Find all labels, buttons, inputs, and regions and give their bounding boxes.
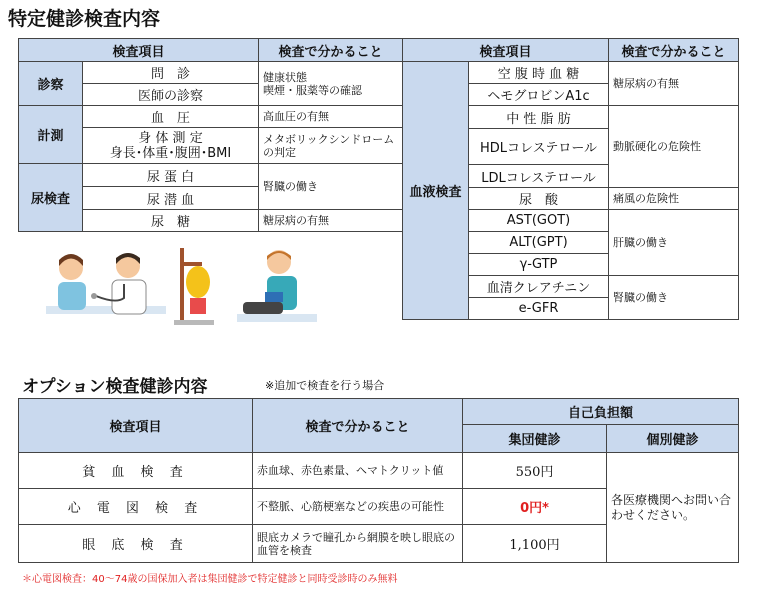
footnote: ＊心電図検査：40～74歳の国保加入者は集団健診で特定健診と同時受診時のみ無料 — [22, 574, 398, 585]
blood-item: ヘモグロビンA1c — [469, 84, 609, 106]
option-note: ※追加で検査を行う場合 — [265, 379, 385, 392]
option-title: オプション検査健診内容 — [22, 377, 208, 397]
blood-item: 血清クレアチニン — [469, 276, 609, 298]
option-header-group: 集団健診 — [463, 425, 607, 453]
item-urine-sugar: 尿 糖 — [83, 210, 259, 232]
option-effect-anemia: 赤血球、赤色素量、ヘマトクリット値 — [253, 453, 463, 489]
item-body-measure: 身 体 測 定 身長･体重･腹囲･BMI — [83, 128, 259, 164]
header-effect: 検査で分かること — [259, 39, 403, 62]
option-item-anemia: 貧 血 検 査 — [19, 453, 253, 489]
effect-blood-kidney: 腎臓の働き — [609, 276, 739, 320]
item-blood-pressure: 血 圧 — [83, 106, 259, 128]
item-doctor-exam: 医師の診察 — [83, 84, 259, 106]
option-header-effect: 検査で分かること — [253, 399, 463, 453]
category-blood: 血液検査 — [403, 62, 469, 320]
doctor-patient-illustration — [46, 246, 166, 326]
height-scale-illustration — [170, 246, 220, 326]
item-urine-blood: 尿 潜 血 — [83, 187, 259, 210]
category-keisoku: 計測 — [19, 106, 83, 164]
effect-gout: 痛風の危険性 — [609, 188, 739, 210]
option-effect-ecg: 不整脈、心筋梗塞などの疾患の可能性 — [253, 489, 463, 525]
blood-header-effect: 検査で分かること — [609, 39, 739, 62]
header-item: 検査項目 — [19, 39, 259, 62]
option-item-ecg: 心 電 図 検 査 — [19, 489, 253, 525]
blood-header-item: 検査項目 — [403, 39, 609, 62]
option-item-fundus: 眼 底 検 査 — [19, 525, 253, 563]
option-price-fundus: 1,100円 — [463, 525, 607, 563]
option-individual-note: 各医療機関へお問い合わせください。 — [607, 453, 739, 563]
effect-urine-diabetes: 糖尿病の有無 — [259, 210, 403, 232]
effect-health: 健康状態 喫煙・服薬等の確認 — [259, 62, 403, 106]
blood-item: 尿 酸 — [469, 188, 609, 210]
effect-arterio: 動脈硬化の危険性 — [609, 106, 739, 188]
blood-item: LDLコレステロール — [469, 165, 609, 188]
effect-hypertension: 高血圧の有無 — [259, 106, 403, 128]
option-price-ecg: 0円* — [463, 489, 607, 525]
effect-kidney: 腎臓の働き — [259, 164, 403, 210]
effect-liver: 肝臓の働き — [609, 210, 739, 276]
blood-item: e-GFR — [469, 298, 609, 320]
option-effect-fundus: 眼底カメラで瞳孔から網膜を映し眼底の血管を検査 — [253, 525, 463, 563]
option-header-individual: 個別健診 — [607, 425, 739, 453]
blood-item: 空 腹 時 血 糖 — [469, 62, 609, 84]
blood-pressure-illustration — [237, 246, 317, 326]
blood-item: AST(GOT) — [469, 210, 609, 232]
option-header-item: 検査項目 — [19, 399, 253, 453]
main-exam-table-blood — [402, 38, 739, 320]
page-title: 特定健診検査内容 — [8, 8, 161, 30]
option-exam-table — [18, 398, 739, 563]
effect-metabolic: メタボリックシンドロームの判定 — [259, 128, 403, 164]
effect-blood-diabetes: 糖尿病の有無 — [609, 62, 739, 106]
option-price-anemia: 550円 — [463, 453, 607, 489]
option-header-cost: 自己負担額 — [463, 399, 739, 425]
item-urine-protein: 尿 蛋 白 — [83, 164, 259, 187]
main-exam-table-left — [18, 38, 403, 232]
category-urine: 尿検査 — [19, 164, 83, 232]
item-monshin: 問 診 — [83, 62, 259, 84]
category-shinsatsu: 診察 — [19, 62, 83, 106]
blood-item: 中 性 脂 肪 — [469, 106, 609, 129]
blood-item: γ-GTP — [469, 254, 609, 276]
blood-item: HDLコレステロール — [469, 129, 609, 165]
blood-item: ALT(GPT) — [469, 232, 609, 254]
